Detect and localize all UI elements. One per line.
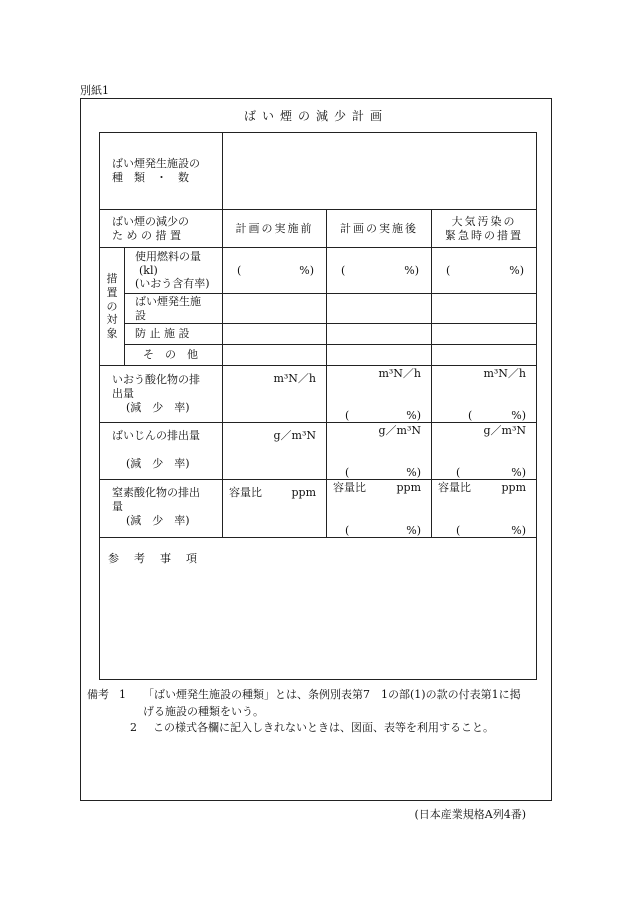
fuel-row	[100, 248, 537, 294]
facility-row	[100, 294, 537, 324]
facility-type-label: ばい煙発生施設の 種 類 ・ 数	[100, 133, 223, 210]
sox-emergency[interactable]: m³N／h ( %)	[432, 366, 537, 423]
fuel-label: 使用燃料の量 (kl) (いおう含有率)	[125, 248, 223, 294]
fuel-emergency[interactable]: ( %)	[432, 248, 537, 294]
facility-before[interactable]	[223, 294, 327, 324]
prevention-label: 防 止 施 設	[125, 324, 223, 345]
nox-row	[100, 480, 537, 538]
prevention-emergency[interactable]	[432, 324, 537, 345]
note-1-number: 1	[119, 688, 126, 701]
dust-row	[100, 423, 537, 480]
reference-row	[100, 538, 537, 680]
nox-emergency[interactable]: 容量比 ppm ( %)	[432, 480, 537, 538]
note-1-text: 「ばい煙発生施設の種類」とは、条例別表第7 1の部(1)の款の付表第1に掲	[143, 688, 521, 701]
facility-label: ばい煙発生施 設	[125, 294, 223, 324]
notes	[87, 687, 557, 737]
sox-label: いおう酸化物の排 出量 (減 少 率)	[100, 366, 223, 423]
sox-after[interactable]: m³N／h ( %)	[327, 366, 432, 423]
reduction-plan-table	[99, 132, 537, 680]
paper-size-note: (日本産業規格A列4番)	[414, 808, 526, 821]
nox-before[interactable]: 容量比 ppm	[223, 480, 327, 538]
fuel-before[interactable]: ( %)	[223, 248, 327, 294]
note-2-text: この様式各欄に記入しきれないときは、図面、表等を利用すること。	[153, 721, 494, 734]
facility-type-value[interactable]	[223, 133, 537, 210]
prevention-row	[100, 324, 537, 345]
facility-type-row	[100, 133, 537, 210]
measure-target-vertical: 措 置 の 対 象	[100, 248, 125, 366]
col-before: 計画の実施前	[223, 210, 327, 248]
notes-heading: 備考	[87, 688, 109, 701]
other-label: そ の 他	[125, 345, 223, 366]
sox-row	[100, 366, 537, 423]
note-2-number: 2	[130, 721, 137, 734]
reference-label: 参 考 事 項	[108, 552, 199, 565]
nox-after[interactable]: 容量比 ppm ( %)	[327, 480, 432, 538]
fuel-after[interactable]: ( %)	[327, 248, 432, 294]
dust-before[interactable]: g／m³N	[223, 423, 327, 480]
attachment-label: 別紙1	[80, 84, 109, 97]
dust-after[interactable]: g／m³N ( %)	[327, 423, 432, 480]
sox-before[interactable]: m³N／h	[223, 366, 327, 423]
note-1-text-cont: げる施設の種類をいう。	[143, 704, 264, 718]
reduction-measures-label: ばい煙の減少の た め の 措 置	[100, 210, 223, 248]
reference-cell[interactable]	[100, 538, 537, 680]
other-before[interactable]	[223, 345, 327, 366]
facility-after[interactable]	[327, 294, 432, 324]
dust-label: ばいじんの排出量 (減 少 率)	[100, 423, 223, 480]
header-row	[100, 210, 537, 248]
form-title: ばい煙の減少計画	[243, 109, 388, 123]
prevention-after[interactable]	[327, 324, 432, 345]
col-emergency: 大気汚染の 緊急時の措置	[432, 210, 537, 248]
col-after: 計画の実施後	[327, 210, 432, 248]
prevention-before[interactable]	[223, 324, 327, 345]
nox-label: 窒素酸化物の排出 量 (減 少 率)	[100, 480, 223, 538]
facility-emergency[interactable]	[432, 294, 537, 324]
dust-emergency[interactable]: g／m³N ( %)	[432, 423, 537, 480]
